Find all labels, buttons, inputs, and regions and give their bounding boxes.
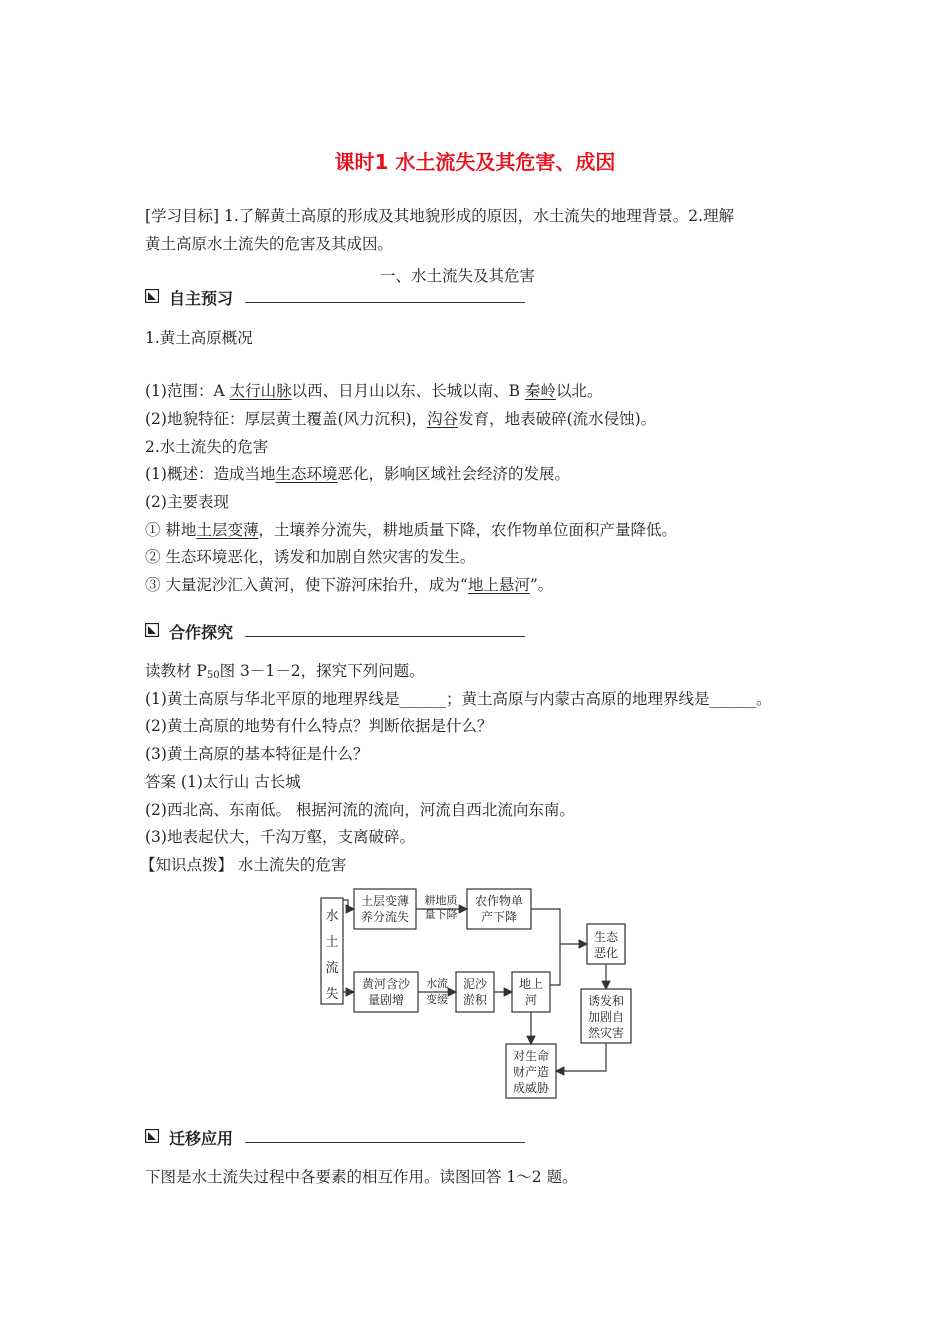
diagram-label-river: 量剧增 (367, 993, 405, 1007)
diagram-label-source: 失 (325, 987, 339, 1002)
diagram-label-soil: 土层变薄 (360, 894, 410, 908)
objectives-line-1: [学习目标] 1.了解黄土高原的形成及其地貌形成的原因，水土流失的地理背景。2.理解 (145, 207, 735, 225)
answer-3: (3)地表起伏大，千沟万壑，支离破碎。 (145, 828, 415, 846)
diagram-label-threat: 对生命 (512, 1049, 550, 1063)
diagram-label-soil: 养分流失 (360, 910, 410, 924)
diagram-label-arrow1: 量下降 (424, 908, 458, 921)
diagram-label-source: 土 (325, 935, 339, 950)
diagram-label-elev: 地上 (518, 977, 544, 991)
diagram-label-disaster: 加剧自 (587, 1010, 625, 1024)
main-heading: (2)主要表现 (145, 493, 229, 511)
section-label: 迁移应用 (169, 1129, 234, 1148)
arrow-elev-eco (550, 944, 560, 985)
harm-heading: 2.水土流失的危害 (145, 438, 269, 456)
diagram-label-eco: 恶化 (593, 946, 619, 960)
diagram-label-threat: 成威胁 (512, 1081, 550, 1095)
arrow-crop-eco (531, 909, 587, 944)
manifestation-3: ③ 大量泥沙汇入黄河，使下游河床抬升，成为“地上悬河”。 (145, 576, 554, 594)
diagram-label-crop: 产下降 (480, 910, 518, 924)
summary-line: (1)概述：造成当地生态环境恶化，影响区域社会经济的发展。 (145, 465, 570, 483)
range-line: (1)范围：A 太行山脉以西、日月山以东、长城以南、B 秦岭以北。 (145, 382, 603, 400)
diagram-label-elev: 河 (524, 993, 538, 1007)
page-title: 课时1 水土流失及其危害、成因 (334, 150, 616, 174)
diagram-label-arrow2: 水流 (426, 977, 448, 990)
section-label: 合作探究 (169, 623, 234, 642)
answer-1: 答案 (1)太行山 古长城 (145, 773, 301, 791)
diagram-label-disaster: 然灾害 (587, 1026, 625, 1040)
diagram-label-eco: 生态 (593, 930, 619, 944)
section-marker-icon (145, 1129, 159, 1143)
knowledge-heading: 【知识点拨】 水土流失的危害 (140, 856, 347, 874)
section-label: 自主预习 (169, 289, 234, 308)
connector-left-top (343, 900, 354, 909)
diagram-label-threat: 财产造 (512, 1065, 550, 1079)
diagram-label-river: 黄河含沙 (361, 977, 411, 991)
manifestation-1: ① 耕地土层变薄，土壤养分流失，耕地质量下降，农作物单位面积产量降低。 (145, 521, 677, 539)
diagram-label-silt: 泥沙 (462, 977, 488, 991)
diagram-label-disaster: 诱发和 (587, 994, 625, 1008)
manifestation-2: ② 生态环境恶化，诱发和加剧自然灾害的发生。 (145, 548, 476, 566)
diagram-label-arrow2: 变缓 (426, 993, 448, 1006)
landform-line: (2)地貌特征：厚层黄土覆盖(风力沉积)，沟谷发育，地表破碎(流水侵蚀)。 (145, 410, 657, 428)
diagram-label-source: 水 (325, 909, 339, 924)
question-2: (2)黄土高原的地势有什么特点？判断依据是什么？ (145, 717, 493, 735)
overview-heading: 1.黄土高原概况 (145, 329, 253, 347)
arrow-disaster-threat (556, 1043, 606, 1071)
answer-2: (2)西北高、东南低。 根据河流的流向，河流自西北流向东南。 (145, 801, 575, 819)
diagram-label-crop: 农作物单 (474, 894, 524, 908)
objectives-line-2: 黄土高原水土流失的危害及其成因。 (145, 235, 394, 253)
diagram-label-silt: 淤积 (462, 993, 488, 1007)
read-instruction: 读教材 $P_{50}$图 3－1－2，探究下列问题。 (145, 662, 425, 681)
question-3: (3)黄土高原的基本特征是什么？ (145, 745, 369, 763)
section-heading: 一、水土流失及其危害 (380, 267, 536, 285)
question-1: (1)黄土高原与华北平原的地理界线是______；黄土高原与内蒙古高原的地理界线是______。 (145, 690, 772, 708)
section-header-apply (145, 1126, 525, 1148)
diagram-label-source: 流 (325, 961, 339, 976)
diagram-label-arrow1: 耕地质 (424, 894, 458, 907)
apply-text: 下图是水土流失过程中各要素的相互作用。读图回答 1～2 题。 (145, 1168, 578, 1186)
section-rule (245, 1142, 525, 1143)
